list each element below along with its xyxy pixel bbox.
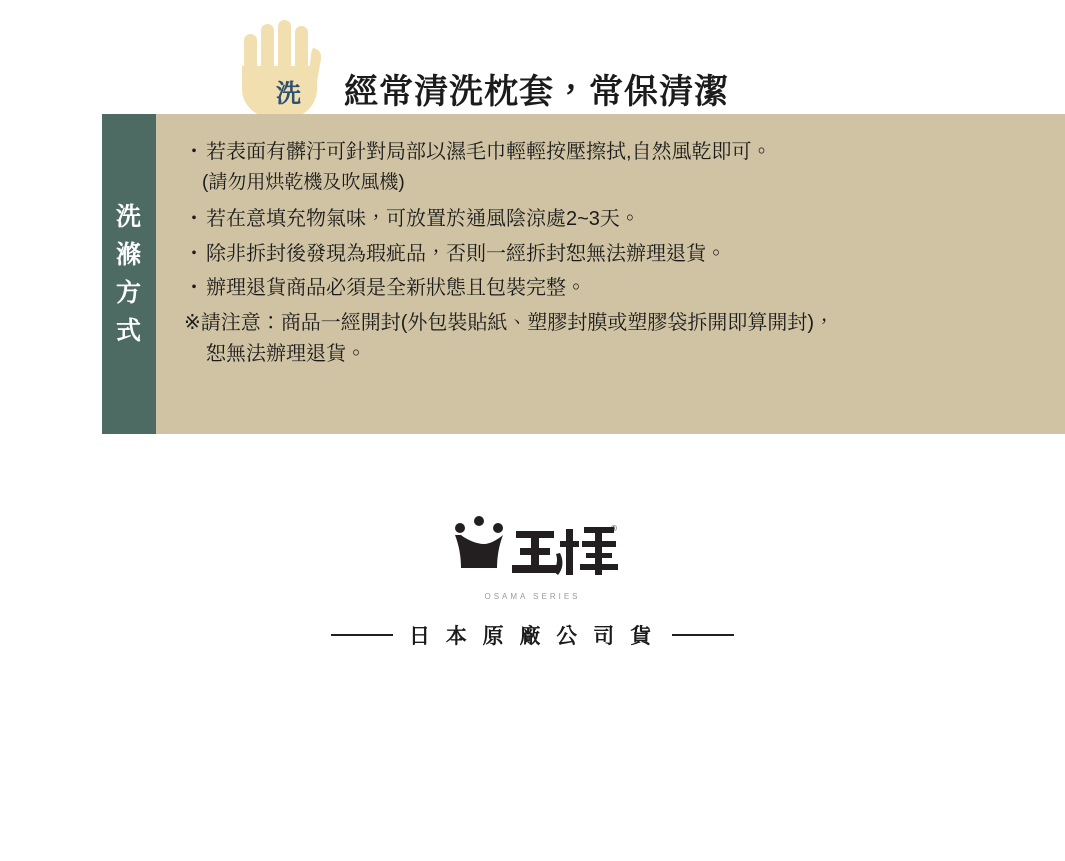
bullet-marker: ・ xyxy=(184,242,206,265)
notice-text: 若在意填充物氣味，可放置於通風陰涼處2~3天。 xyxy=(206,208,640,231)
bullet-marker: ・ xyxy=(184,141,206,163)
notice-text: 恕無法辦理退貨。 xyxy=(206,342,366,365)
notice-text: 除非拆封後發現為瑕疵品，否則一經拆封恕無法辦理退貨。 xyxy=(206,242,726,265)
notice-line xyxy=(184,170,1045,197)
svg-text:®: ® xyxy=(610,524,617,533)
bullet-marker: ・ xyxy=(184,208,206,231)
tagline-text: 日 本 原 廠 公 司 貨 xyxy=(408,625,656,648)
notice-text: 若表面有髒汙可針對局部以濕毛巾輕輕按壓擦拭,自然風乾即可。 xyxy=(206,141,772,163)
notice-line xyxy=(184,240,1045,268)
brand-logo xyxy=(0,515,1065,601)
side-label-char: 方 xyxy=(115,279,142,307)
notice-line xyxy=(184,138,1045,166)
panel-side-label xyxy=(102,114,156,434)
logo-mark xyxy=(448,515,618,593)
tagline-rule-right xyxy=(672,634,734,636)
logo-series-text: OSAMA SERIES xyxy=(484,592,581,601)
washing-hand-icon-label: 洗 xyxy=(276,80,302,108)
notice-line xyxy=(184,340,1045,368)
crown-icon xyxy=(455,516,503,568)
tagline-row xyxy=(0,620,1065,650)
notice-text: (請勿用烘乾機及吹風機) xyxy=(202,172,405,194)
notice-line xyxy=(184,205,1045,233)
page-header xyxy=(0,18,1065,114)
page-title: 經常清洗枕套，常保清潔 xyxy=(344,73,729,111)
care-instructions-panel xyxy=(102,114,1065,434)
side-label-char: 洗 xyxy=(115,203,142,231)
bullet-marker: ・ xyxy=(184,277,206,300)
notice-line-note xyxy=(184,309,1045,337)
notice-text: 辦理退貨商品必須是全新狀態且包裝完整。 xyxy=(206,277,586,300)
panel-body xyxy=(156,114,1065,434)
note-marker: ※ xyxy=(184,311,201,334)
side-label-char: 式 xyxy=(115,317,142,345)
side-label-char: 滌 xyxy=(115,241,142,269)
tagline-rule-left xyxy=(331,634,393,636)
notice-line xyxy=(184,274,1045,302)
notice-text: 請注意：商品一經開封(外包裝貼紙、塑膠封膜或塑膠袋拆開即算開封)， xyxy=(200,311,835,334)
